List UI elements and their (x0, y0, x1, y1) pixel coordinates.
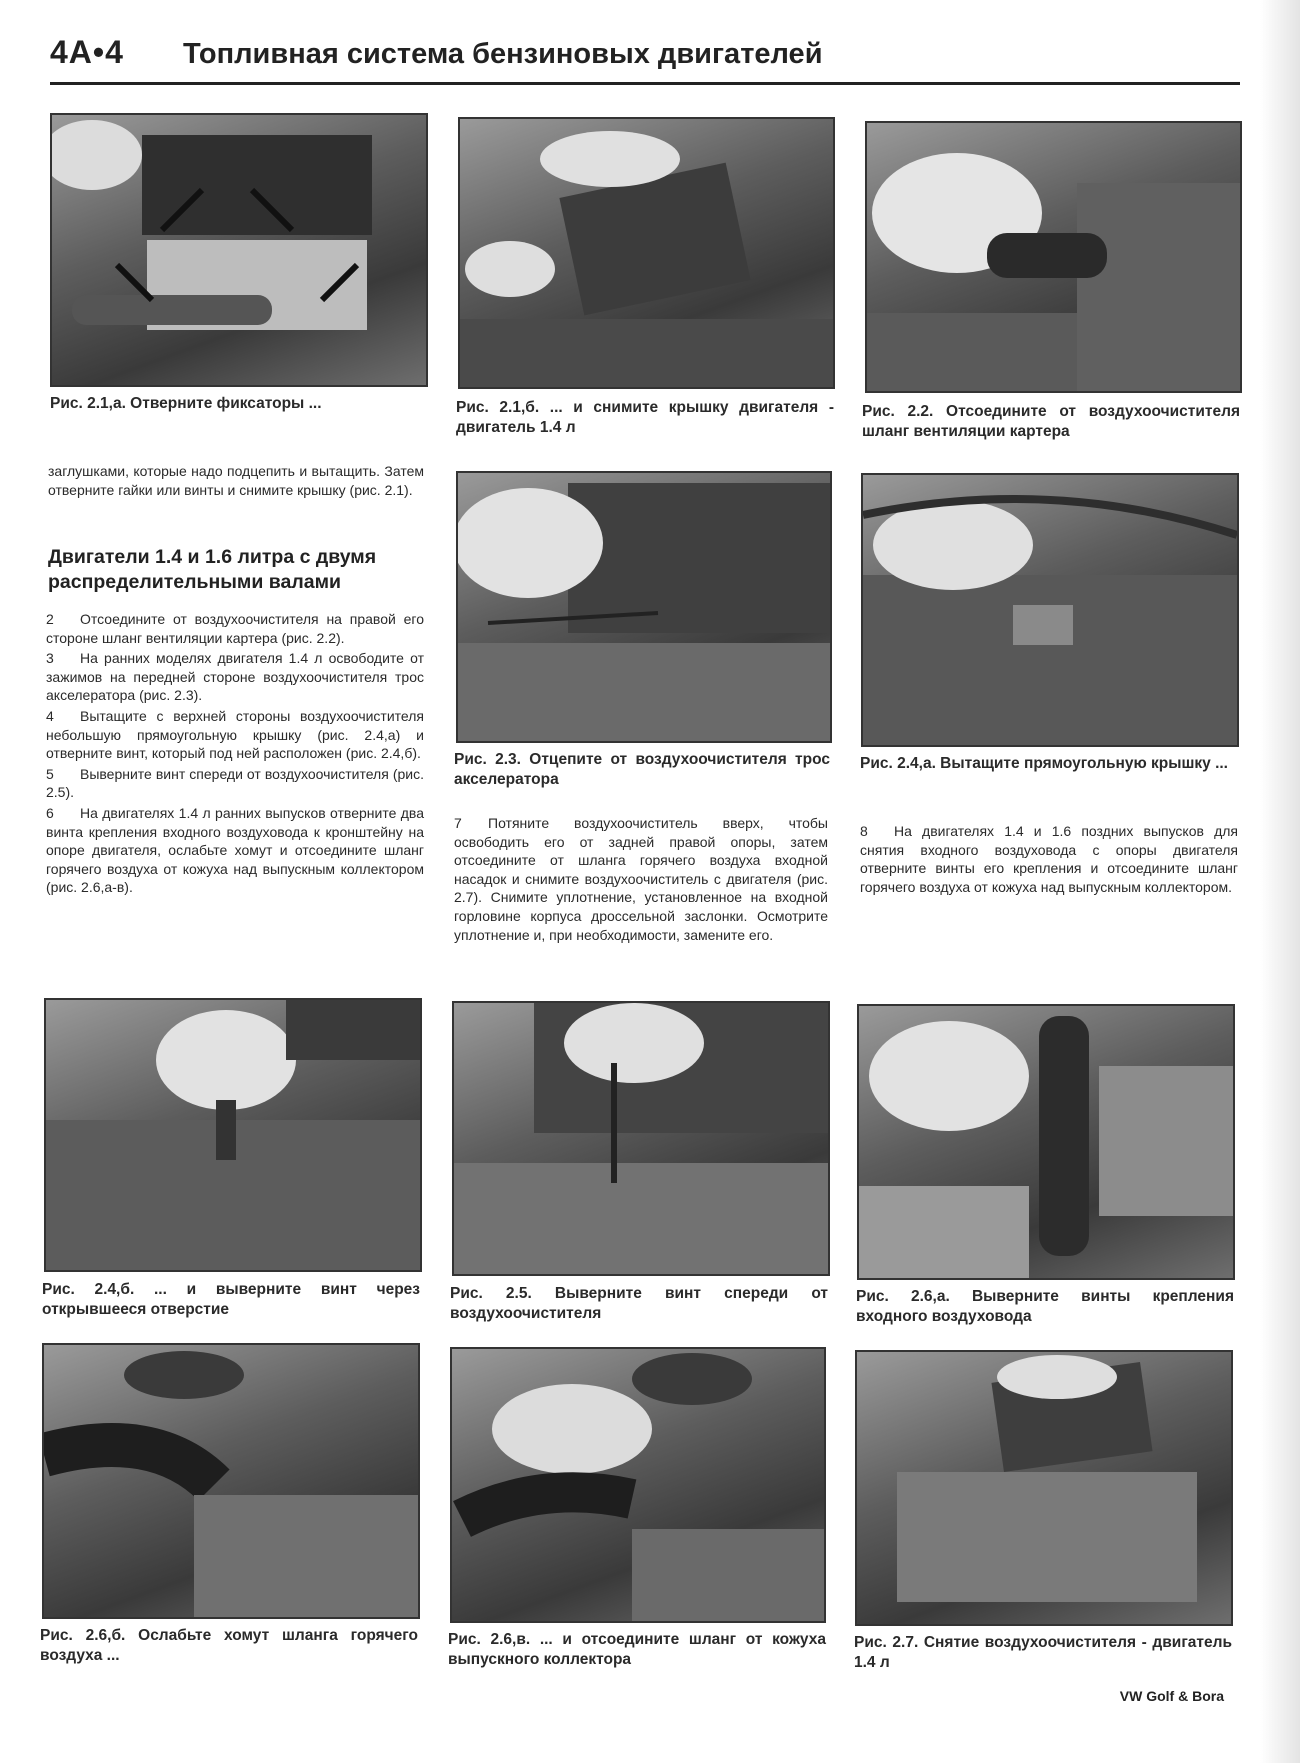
step-text: На двигателях 1.4 и 1.6 поздних выпусков для снятия входного воздуховода с опоры двигателя отверните винты его крепления и отсоедините шланг горячего воздуха от кожуха над выпускным коллектором. (860, 823, 1238, 895)
photo-2-6v (450, 1347, 826, 1623)
caption-2-6a: Рис. 2.6,а. Выверните винты крепления входного воздуховода (856, 1288, 1234, 1325)
step-text: Потяните воздухоочиститель вверх, чтобы освободить его от задней правой опоры, затем отсоедините от шланга горячего воздуха входной насадок и снимите воздухоочиститель с двигателя (рис. 2.7). Снимите уплотнение, установленное на входной горловине корпуса дроссельной заслонки. Осмотрите уплотнение и, при необходимости, замените его. (454, 815, 828, 943)
caption-2-6b: Рис. 2.6,б. Ослабьте хомут шланга горячего воздуха ... (40, 1627, 418, 1664)
step-8 (860, 822, 1238, 898)
caption-2-4b: Рис. 2.4,б. ... и выверните винт через открывшееся отверстие (42, 1281, 420, 1318)
step-number: 6 (46, 804, 54, 821)
page-edge-shadow (1260, 0, 1300, 1763)
step-text: На ранних моделях двигателя 1.4 л освободите от зажимов на передней стороне воздухоочистителя трос акселератора (рис. 2.3). (46, 650, 424, 704)
page-number: 4A•4 (50, 34, 124, 70)
photo-2-4b (44, 998, 422, 1272)
caption-2-3: Рис. 2.3. Отцепите от воздухоочистителя трос акселератора (454, 751, 830, 788)
caption-2-1a: Рис. 2.1,а. Отверните фиксаторы ... (50, 395, 322, 412)
photo-2-4a (861, 473, 1239, 747)
photo-2-6a (857, 1004, 1235, 1280)
step-number: 5 (46, 765, 54, 782)
caption-2-4a: Рис. 2.4,а. Вытащите прямоугольную крышку ... (860, 755, 1228, 772)
step-text: Отсоедините от воздухоочистителя на правой его стороне шланг вентиляции картера (рис. 2.2). (46, 611, 424, 646)
photo-2-2 (865, 121, 1242, 393)
photo-2-3 (456, 471, 832, 743)
step-7 (454, 814, 828, 946)
caption-2-2: Рис. 2.2. Отсоедините от воздухоочистителя шланг вентиляции картера (862, 403, 1240, 440)
step-text: Вытащите с верхней стороны воздухоочистителя небольшую прямоугольную крышку (рис. 2.4,а) и отверните винт, который под ней расположен (рис. 2.4,б). (46, 707, 424, 762)
step-item (860, 822, 1238, 896)
intro-paragraph: заглушками, которые надо подцепить и вытащить. Затем отверните гайки или винты и снимите крышку (рис. 2.1). (48, 463, 424, 498)
step-item (46, 610, 424, 647)
step-number: 4 (46, 707, 54, 724)
photo-2-1b (458, 117, 835, 389)
step-number: 3 (46, 650, 54, 667)
caption-2-7: Рис. 2.7. Снятие воздухоочистителя - двигатель 1.4 л (854, 1634, 1232, 1671)
caption-2-1b: Рис. 2.1,б. ... и снимите крышку двигателя - двигатель 1.4 л (456, 399, 834, 436)
step-number: 8 (860, 823, 868, 839)
page-title: Топливная система бензиновых двигателей (183, 38, 823, 70)
photo-2-7 (855, 1350, 1233, 1626)
caption-2-5: Рис. 2.5. Выверните винт спереди от воздухоочистителя (450, 1285, 828, 1322)
step-number: 2 (46, 611, 54, 627)
photo-2-1a (50, 113, 428, 387)
step-text: Выверните винт спереди от воздухоочистителя (рис. 2.5). (46, 765, 424, 801)
step-item (46, 649, 424, 705)
step-text: На двигателях 1.4 л ранних выпусков отверните два винта крепления входного воздуховода к кронштейну на опоре двигателя, ослабьте хомут и отсоедините шланг горячего воздуха от кожуха над выпускным коллектором (рис. 2.6,а-в). (46, 804, 424, 896)
caption-2-6v: Рис. 2.6,в. ... и отсоедините шланг от кожуха выпускного коллектора (448, 1631, 826, 1668)
step-item (454, 814, 828, 944)
step-item (46, 804, 424, 897)
photo-2-6b (42, 1343, 420, 1619)
photo-2-5 (452, 1001, 830, 1276)
footer-brand: VW Golf & Bora (1119, 1688, 1224, 1704)
step-item (46, 765, 424, 802)
page-header (50, 30, 1240, 85)
step-number: 7 (454, 815, 462, 831)
section-heading: Двигатели 1.4 и 1.6 литра с двумя распределительными валами (48, 546, 377, 593)
steps-left-column (46, 610, 424, 899)
step-item (46, 707, 424, 763)
